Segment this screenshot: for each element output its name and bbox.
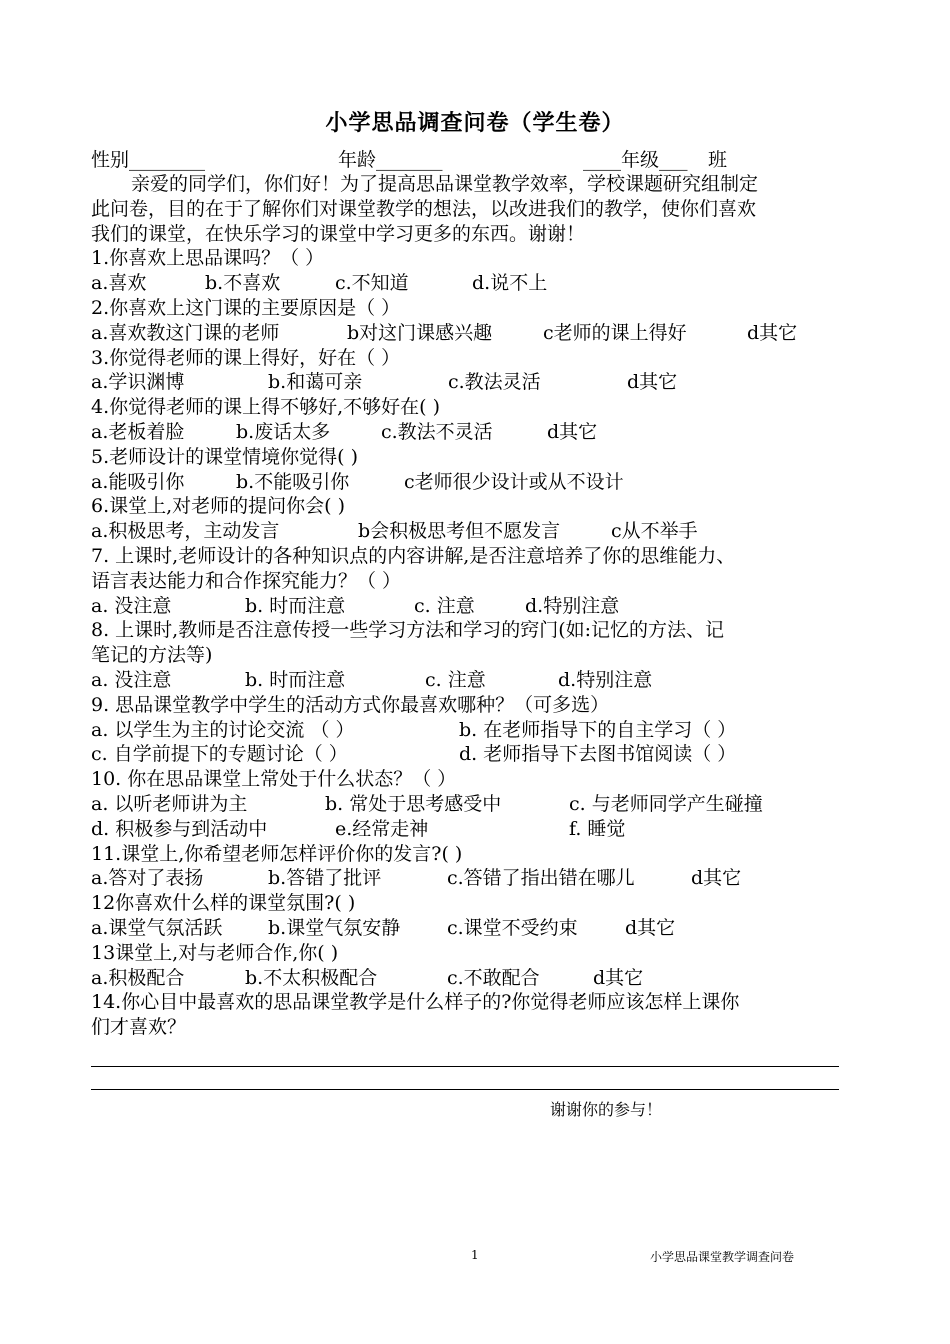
question-1-option: d.说不上 [472,272,548,295]
question-14-text: 们才喜欢？ [91,1016,187,1039]
grade-field: ____年级___ [583,149,688,171]
question-3-text: 3.你觉得老师的课上得好，好在（ ） [91,346,401,369]
question-6-option: b会积极思考但不愿发言 [358,520,561,543]
question-4-option: b.废话太多 [236,421,331,443]
answer-line-1 [91,1066,839,1067]
question-4-text: 4.你觉得老师的课上得不够好,不够好在( ) [91,396,441,419]
question-1-option: a.喜欢 [91,272,147,295]
question-6-text: 6.课堂上,对老师的提问你会( ) [91,495,346,518]
question-7-text: 7. 上课时,老师设计的各种知识点的内容讲解,是否注意培养了你的思维能力、 [91,545,736,567]
question-12-option: a.课堂气氛活跃 [91,917,223,939]
question-13-option: a.积极配合 [91,966,185,989]
question-7-option: a. 没注意 [91,594,172,617]
question-10-text: 10. 你在思品课堂上常处于什么状态？（ ） [91,768,457,791]
question-11-option: a.答对了表扬 [91,867,204,890]
page-number: 1 [471,1248,479,1262]
question-2-option: c老师的课上得好 [543,321,687,344]
question-9-option: d. 老师指导下去图书馆阅读（ ） [459,743,737,766]
question-12-option: d其它 [625,917,676,939]
answer-line-2 [91,1089,839,1090]
question-10-option: f. 睡觉 [569,817,626,840]
question-8-option: a. 没注意 [91,669,172,691]
question-2-text: 2.你喜欢上这门课的主要原因是（ ） [91,297,401,319]
student-info-line [0,148,950,172]
document-title: 小学思品调查问卷（学生卷） [325,111,625,136]
question-12-option: b.课堂气氛安静 [268,917,401,939]
question-1-option: c.不知道 [335,272,409,295]
question-5-option: c老师很少设计或从不设计 [404,470,624,493]
question-10-option: a. 以听老师讲为主 [91,793,248,815]
question-12-text: 12你喜欢什么样的课堂氛围?( ) [91,892,356,915]
question-3-option: d其它 [627,371,678,394]
question-1-text: 1.你喜欢上思品课吗？（ ） [91,247,325,270]
question-4-option: d其它 [547,421,598,443]
question-3-option: c.教法灵活 [448,371,541,394]
question-8-option: d.特别注意 [558,669,653,691]
question-7-option: d.特别注意 [525,594,620,617]
question-6-option: c从不举手 [611,520,698,543]
question-10-option: e.经常走神 [335,817,429,840]
question-10-option: c. 与老师同学产生碰撞 [569,793,763,815]
question-7-option: c. 注意 [414,594,475,617]
question-5-option: a.能吸引你 [91,470,185,493]
question-11-option: b.答错了批评 [268,867,382,890]
class-field: 班 [708,149,728,171]
question-3-option: a.学识渊博 [91,371,185,394]
question-14-text: 14.你心目中最喜欢的思品课堂教学是什么样子的?你觉得老师应该怎样上课你 [91,991,740,1014]
question-6-option: a.积极思考，主动发言 [91,520,280,543]
question-9-option: c. 自学前提下的专题讨论（ ） [91,743,348,766]
question-8-text: 8. 上课时,教师是否注意传授一些学习方法和学习的窍门(如:记忆的方法、记 [91,619,725,642]
age-field: 年龄_______ [338,149,443,171]
question-8-text: 笔记的方法等) [91,644,213,667]
question-13-option: c.不敢配合 [447,966,540,989]
question-9-option: b. 在老师指导下的自主学习（ ） [459,718,737,741]
question-4-option: a.老板着脸 [91,421,185,443]
question-11-text: 11.课堂上,你希望老师怎样评价你的发言?( ) [91,842,463,865]
gender-field: 性别________ [91,149,206,171]
question-13-option: b.不太积极配合 [245,966,378,989]
question-5-text: 5.老师设计的课堂情境你觉得( ) [91,445,358,468]
question-1-option: b.不喜欢 [205,272,281,295]
question-13-option: d其它 [593,966,644,989]
question-3-option: b.和蔼可亲 [268,371,363,394]
question-8-option: c. 注意 [425,669,486,691]
closing-thanks: 谢谢你的参与！ [550,1100,663,1119]
question-2-option: d其它 [747,321,798,344]
question-2-option: b对这门课感兴趣 [347,321,493,344]
question-9-option: a. 以学生为主的讨论交流 （ ） [91,718,355,741]
question-5-option: b.不能吸引你 [236,470,350,493]
question-7-option: b. 时而注意 [245,594,346,617]
question-10-option: d. 积极参与到活动中 [91,817,268,840]
question-10-option: b. 常处于思考感受中 [325,793,502,815]
question-12-option: c.课堂不受约束 [447,917,578,939]
intro-line: 我们的课堂，在快乐学习的课堂中学习更多的东西。谢谢！ [91,222,586,245]
intro-line: 此问卷，目的在于了解你们对课堂教学的想法，以改进我们的教学，使你们喜欢 [91,197,757,220]
question-4-option: c.教法不灵活 [381,421,493,443]
footer-doc-name: 小学思品课堂教学调查问卷 [650,1250,795,1264]
question-13-text: 13课堂上,对与老师合作,你( ) [91,941,339,964]
question-7-text: 语言表达能力和合作探究能力？（ ） [91,569,402,592]
question-11-option: d其它 [691,867,742,890]
question-2-option: a.喜欢教这门课的老师 [91,321,280,344]
intro-line: 亲爱的同学们，你们好！为了提高思品课堂教学效率，学校课题研究组制定 [131,173,759,195]
question-9-text: 9. 思品课堂教学中学生的活动方式你最喜欢哪种？（可多选） [91,693,610,716]
question-8-option: b. 时而注意 [245,669,346,691]
question-11-option: c.答错了指出错在哪儿 [447,867,635,890]
